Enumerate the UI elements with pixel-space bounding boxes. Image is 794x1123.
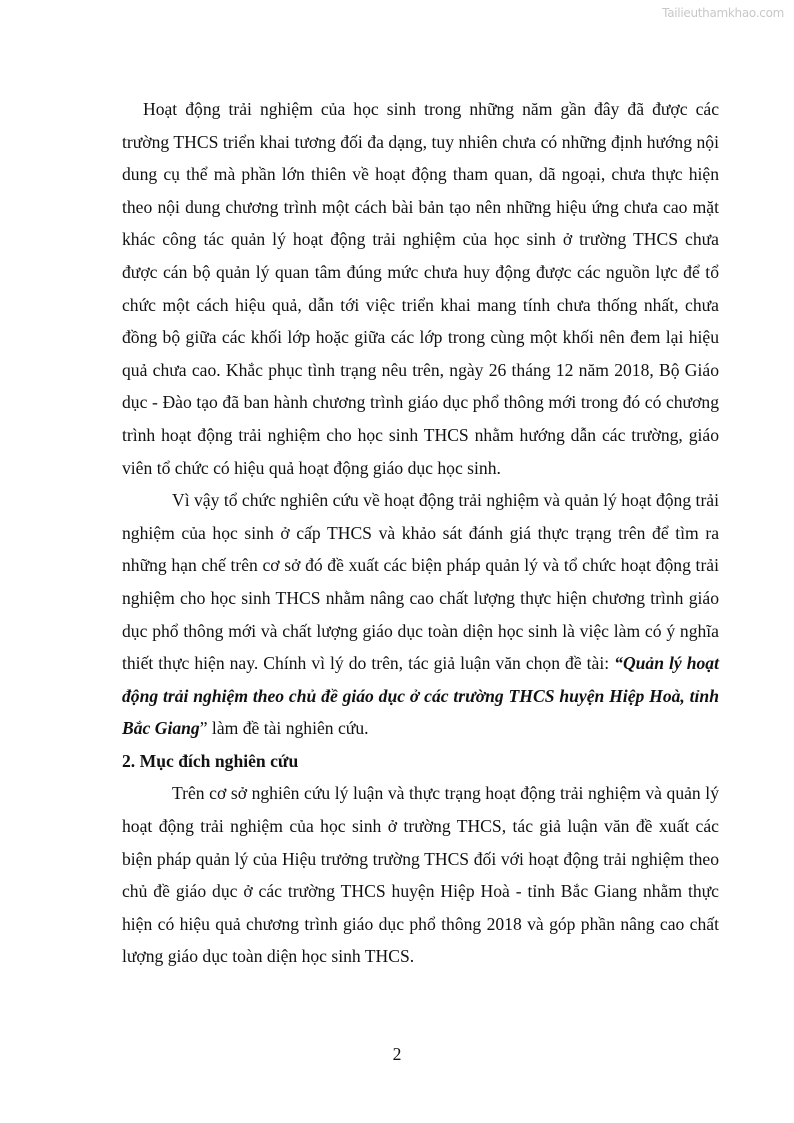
thesis-title: “Quản lý hoạt động trải nghiệm theo chủ đề giáo dục ở các trường THCS huyện Hiệp Hoà, tỉnh Bắc Giang: [122, 653, 719, 739]
document-body: [122, 93, 719, 973]
page-number: 2: [392, 1044, 402, 1064]
paragraph-context: Hoạt động trải nghiệm của học sinh trong những năm gần đây đã được các trường THCS triển khai tương đối đa dạng, tuy nhiên chưa có những định hướng nội dung cụ thể mà phần lớn thiên về hoạt động tham quan, dã ngoại, chưa thực hiện theo nội dung chương trình một cách bài bản tạo nên những hiệu ứng chưa cao mặt khác công tác quản lý hoạt động trải nghiệm của học sinh ở trường THCS chưa được cán bộ quản lý quan tâm đúng mức chưa huy động được các nguồn lực để tổ chức một cách hiệu quả, dẫn tới việc triển khai mang tính chưa thống nhất, chưa đồng bộ giữa các khối lớp hoặc giữa các lớp trong cùng một khối nên đem lại hiệu quả chưa cao. Khắc phục tình trạng nêu trên, ngày 26 tháng 12 năm 2018, Bộ Giáo dục - Đào tạo đã ban hành chương trình giáo dục phổ thông mới trong đó có chương trình hoạt động trải nghiệm cho học sinh THCS nhằm hướng dẫn các trường, giáo viên tổ chức có hiệu quả hoạt động giáo dục học sinh.: [122, 99, 719, 478]
paragraph-rationale: [122, 484, 719, 745]
section-heading: 2. Mục đích nghiên cứu: [122, 750, 299, 771]
paragraph-purpose: Trên cơ sở nghiên cứu lý luận và thực trạng hoạt động trải nghiệm và quản lý hoạt động trải nghiệm của học sinh ở trường THCS, tác giả luận văn đề xuất các biện pháp quản lý của Hiệu trưởng trường THCS đối với hoạt động trải nghiệm theo chủ đề giáo dục ở các trường THCS huyện Hiệp Hoà - tỉnh Bắc Giang nhằm thực hiện có hiệu quả chương trình giáo dục phổ thông 2018 và góp phần nâng cao chất lượng giáo dục toàn diện học sinh THCS.: [122, 783, 719, 967]
watermark: Tailieuthamkhao.com: [662, 6, 784, 20]
rationale-closing: ” làm đề tài nghiên cứu.: [199, 718, 369, 739]
rationale-text: Vì vậy tổ chức nghiên cứu về hoạt động trải nghiệm và quản lý hoạt động trải nghiệm của học sinh ở cấp THCS và khảo sát đánh giá thực trạng trên để tìm ra những hạn chế trên cơ sở đó đề xuất các biện pháp quản lý và tổ chức hoạt động trải nghiệm cho học sinh THCS nhằm nâng cao chất lượng thực hiện chương trình giáo dục phổ thông mới và chất lượng giáo dục toàn diện học sinh là việc làm có ý nghĩa thiết thực hiện nay. Chính vì lý do trên, tác giả luận văn chọn đề tài:: [122, 490, 719, 674]
